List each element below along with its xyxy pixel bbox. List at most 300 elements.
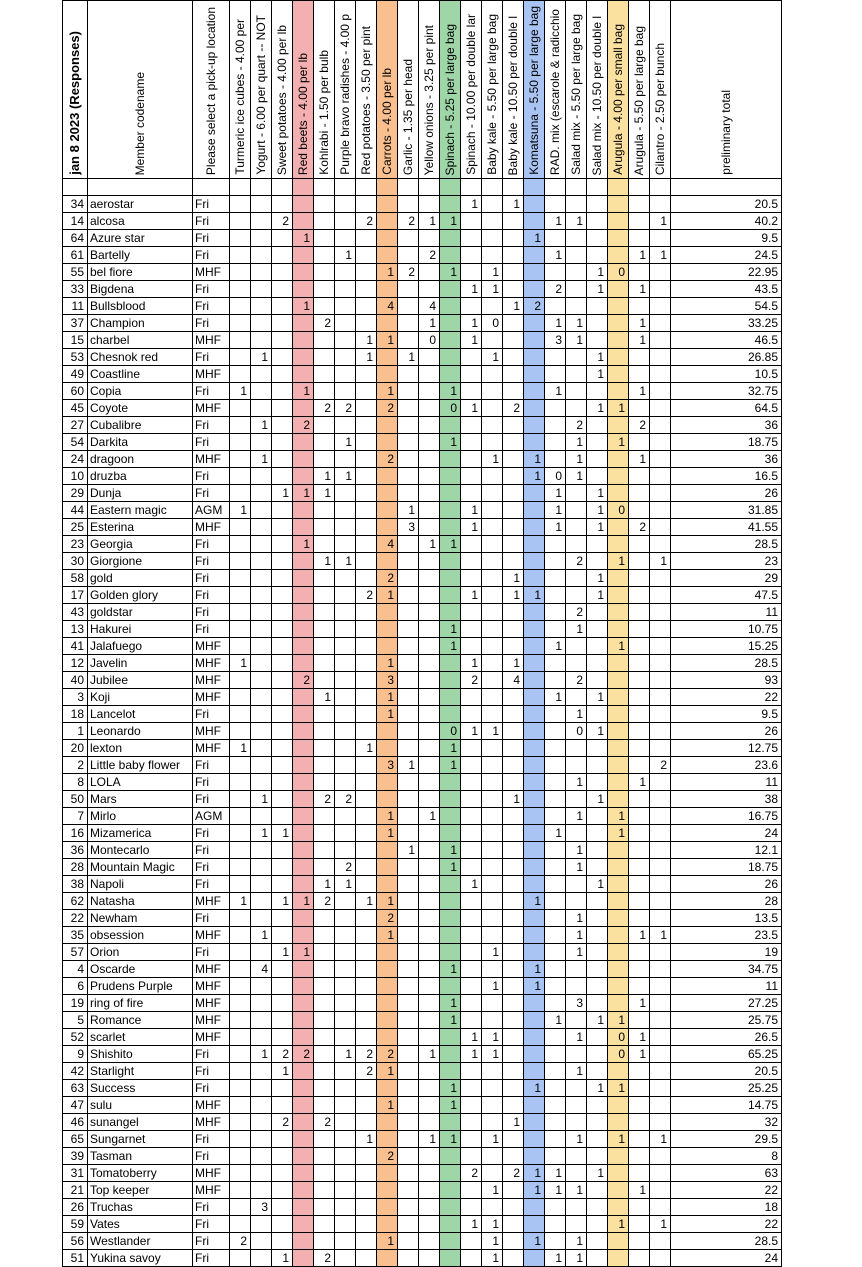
cell-spinach[interactable] xyxy=(440,281,461,298)
cell-salad[interactable] xyxy=(566,740,587,757)
column-header-yogurt[interactable] xyxy=(251,1,272,179)
cell-kohlrabi[interactable] xyxy=(314,196,335,213)
cell-komatsuna[interactable] xyxy=(524,536,545,553)
cell-arugula2[interactable] xyxy=(629,468,650,485)
cell-name[interactable]: Cubalibre xyxy=(88,417,193,434)
cell-redpot[interactable] xyxy=(356,315,377,332)
cell-kohlrabi[interactable] xyxy=(314,1097,335,1114)
cell-salad[interactable]: 1 xyxy=(566,315,587,332)
cell-id[interactable]: 19 xyxy=(63,995,88,1012)
cell-salad[interactable] xyxy=(566,570,587,587)
cell-cilantro[interactable] xyxy=(650,536,671,553)
cell-spinach2[interactable] xyxy=(461,604,482,621)
cell-arugula2[interactable]: 1 xyxy=(629,774,650,791)
cell-arugula2[interactable]: 1 xyxy=(629,247,650,264)
cell-sweetpot[interactable] xyxy=(272,366,293,383)
column-header-cilantro[interactable] xyxy=(650,1,671,179)
cell-redpot[interactable] xyxy=(356,944,377,961)
cell-spinach2[interactable]: 1 xyxy=(461,1029,482,1046)
cell-id[interactable]: 28 xyxy=(63,859,88,876)
cell-onions[interactable] xyxy=(419,893,440,910)
cell-cilantro[interactable] xyxy=(650,791,671,808)
cell-salad[interactable]: 1 xyxy=(566,1063,587,1080)
cell-rad[interactable] xyxy=(545,757,566,774)
cell-spinach2[interactable] xyxy=(461,621,482,638)
cell-name[interactable]: Georgia xyxy=(88,536,193,553)
cell-spinach2[interactable] xyxy=(461,247,482,264)
cell-redpot[interactable]: 1 xyxy=(356,1131,377,1148)
cell-rad[interactable] xyxy=(545,366,566,383)
cell-onions[interactable] xyxy=(419,978,440,995)
cell-salad[interactable]: 1 xyxy=(566,332,587,349)
cell-salad[interactable]: 0 xyxy=(566,723,587,740)
cell-id[interactable]: 37 xyxy=(63,315,88,332)
cell-spinach2[interactable] xyxy=(461,706,482,723)
cell-id[interactable]: 40 xyxy=(63,672,88,689)
cell-total[interactable]: 28.5 xyxy=(671,1233,782,1250)
cell-kohlrabi[interactable] xyxy=(314,910,335,927)
cell-arugula[interactable]: 1 xyxy=(608,1080,629,1097)
cell-redpot[interactable] xyxy=(356,927,377,944)
cell-komatsuna[interactable]: 1 xyxy=(524,1182,545,1199)
cell-onions[interactable] xyxy=(419,655,440,672)
cell-rad[interactable] xyxy=(545,1029,566,1046)
cell-radishes[interactable] xyxy=(335,1148,356,1165)
cell-kale[interactable] xyxy=(482,536,503,553)
cell-turmeric[interactable] xyxy=(230,1131,251,1148)
cell-kale[interactable]: 1 xyxy=(482,1233,503,1250)
cell-onions[interactable] xyxy=(419,1029,440,1046)
cell-redpot[interactable] xyxy=(356,1216,377,1233)
cell-kale[interactable] xyxy=(482,825,503,842)
cell-sweetpot[interactable]: 1 xyxy=(272,825,293,842)
cell-onions[interactable] xyxy=(419,1097,440,1114)
cell-salad2[interactable] xyxy=(587,434,608,451)
cell-kale2[interactable] xyxy=(503,281,524,298)
cell-yogurt[interactable] xyxy=(251,978,272,995)
column-header-arugula2[interactable] xyxy=(629,1,650,179)
cell-total[interactable]: 43.5 xyxy=(671,281,782,298)
cell-carrots[interactable] xyxy=(377,502,398,519)
cell-arugula2[interactable] xyxy=(629,978,650,995)
cell-total[interactable]: 22 xyxy=(671,689,782,706)
cell-sweetpot[interactable] xyxy=(272,978,293,995)
cell-total[interactable]: 11 xyxy=(671,604,782,621)
cell-salad[interactable]: 2 xyxy=(566,672,587,689)
cell-turmeric[interactable] xyxy=(230,366,251,383)
cell-kale2[interactable]: 1 xyxy=(503,791,524,808)
cell-garlic[interactable]: 1 xyxy=(398,842,419,859)
cell-kale2[interactable] xyxy=(503,995,524,1012)
cell-spinach[interactable] xyxy=(440,247,461,264)
cell-garlic[interactable] xyxy=(398,383,419,400)
cell-salad[interactable] xyxy=(566,1097,587,1114)
cell-cilantro[interactable] xyxy=(650,383,671,400)
cell-rad[interactable] xyxy=(545,536,566,553)
cell-kale[interactable] xyxy=(482,706,503,723)
cell-arugula2[interactable] xyxy=(629,1063,650,1080)
cell-spinach2[interactable] xyxy=(461,689,482,706)
cell-arugula[interactable] xyxy=(608,1250,629,1267)
cell-garlic[interactable] xyxy=(398,1148,419,1165)
cell-arugula[interactable]: 0 xyxy=(608,502,629,519)
cell-kale2[interactable] xyxy=(503,349,524,366)
cell-komatsuna[interactable] xyxy=(524,553,545,570)
cell-total[interactable]: 28.5 xyxy=(671,655,782,672)
cell-total[interactable]: 54.5 xyxy=(671,298,782,315)
cell-komatsuna[interactable]: 1 xyxy=(524,893,545,910)
cell-arugula[interactable] xyxy=(608,774,629,791)
cell-carrots[interactable]: 1 xyxy=(377,587,398,604)
cell-salad2[interactable]: 1 xyxy=(587,1165,608,1182)
cell-turmeric[interactable] xyxy=(230,1080,251,1097)
cell-rad[interactable] xyxy=(545,553,566,570)
cell-komatsuna[interactable] xyxy=(524,1063,545,1080)
cell-yogurt[interactable] xyxy=(251,230,272,247)
cell-arugula[interactable]: 1 xyxy=(608,553,629,570)
cell-loc[interactable]: Fri xyxy=(193,247,230,264)
cell-turmeric[interactable] xyxy=(230,774,251,791)
cell-sweetpot[interactable] xyxy=(272,757,293,774)
cell-beets[interactable] xyxy=(293,502,314,519)
cell-redpot[interactable] xyxy=(356,825,377,842)
cell-id[interactable]: 39 xyxy=(63,1148,88,1165)
cell-name[interactable]: aerostar xyxy=(88,196,193,213)
cell-name[interactable]: Top keeper xyxy=(88,1182,193,1199)
column-header-spinach2[interactable] xyxy=(461,1,482,179)
cell-yogurt[interactable] xyxy=(251,1080,272,1097)
cell-onions[interactable] xyxy=(419,400,440,417)
cell-radishes[interactable] xyxy=(335,1165,356,1182)
cell-kale[interactable] xyxy=(482,1097,503,1114)
cell-arugula2[interactable] xyxy=(629,485,650,502)
cell-loc[interactable]: Fri xyxy=(193,1233,230,1250)
cell-sweetpot[interactable] xyxy=(272,417,293,434)
cell-yogurt[interactable] xyxy=(251,1012,272,1029)
cell-carrots[interactable] xyxy=(377,468,398,485)
cell-radishes[interactable] xyxy=(335,604,356,621)
cell-spinach2[interactable] xyxy=(461,893,482,910)
cell-kale[interactable] xyxy=(482,995,503,1012)
cell-turmeric[interactable] xyxy=(230,434,251,451)
cell-salad2[interactable]: 1 xyxy=(587,519,608,536)
cell-salad[interactable] xyxy=(566,1148,587,1165)
cell-rad[interactable] xyxy=(545,944,566,961)
cell-beets[interactable] xyxy=(293,995,314,1012)
cell-onions[interactable] xyxy=(419,1199,440,1216)
cell-onions[interactable]: 1 xyxy=(419,315,440,332)
cell-komatsuna[interactable] xyxy=(524,1199,545,1216)
cell-yogurt[interactable] xyxy=(251,281,272,298)
cell-garlic[interactable] xyxy=(398,927,419,944)
cell-loc[interactable]: Fri xyxy=(193,536,230,553)
cell-arugula2[interactable]: 1 xyxy=(629,281,650,298)
cell-rad[interactable] xyxy=(545,927,566,944)
cell-kale2[interactable] xyxy=(503,1233,524,1250)
cell-cilantro[interactable] xyxy=(650,876,671,893)
cell-kale2[interactable] xyxy=(503,502,524,519)
cell-kale2[interactable] xyxy=(503,723,524,740)
cell-beets[interactable] xyxy=(293,587,314,604)
cell-garlic[interactable] xyxy=(398,587,419,604)
cell-radishes[interactable] xyxy=(335,417,356,434)
cell-salad2[interactable] xyxy=(587,468,608,485)
cell-id[interactable]: 11 xyxy=(63,298,88,315)
cell-redpot[interactable] xyxy=(356,910,377,927)
cell-redpot[interactable] xyxy=(356,400,377,417)
cell-total[interactable]: 46.5 xyxy=(671,332,782,349)
cell-spinach[interactable] xyxy=(440,706,461,723)
cell-redpot[interactable] xyxy=(356,689,377,706)
cell-beets[interactable]: 1 xyxy=(293,536,314,553)
cell-arugula[interactable] xyxy=(608,706,629,723)
cell-arugula2[interactable] xyxy=(629,944,650,961)
cell-kale[interactable] xyxy=(482,621,503,638)
cell-sweetpot[interactable] xyxy=(272,655,293,672)
cell-arugula2[interactable] xyxy=(629,553,650,570)
cell-komatsuna[interactable] xyxy=(524,740,545,757)
cell-salad[interactable] xyxy=(566,400,587,417)
cell-id[interactable]: 65 xyxy=(63,1131,88,1148)
cell-radishes[interactable] xyxy=(335,689,356,706)
cell-name[interactable]: Mirlo xyxy=(88,808,193,825)
cell-carrots[interactable]: 1 xyxy=(377,332,398,349)
cell-beets[interactable] xyxy=(293,1182,314,1199)
cell-total[interactable]: 29 xyxy=(671,570,782,587)
cell-id[interactable]: 9 xyxy=(63,1046,88,1063)
cell-sweetpot[interactable]: 1 xyxy=(272,485,293,502)
cell-total[interactable]: 38 xyxy=(671,791,782,808)
cell-cilantro[interactable] xyxy=(650,366,671,383)
cell-sweetpot[interactable] xyxy=(272,1097,293,1114)
cell-radishes[interactable] xyxy=(335,1131,356,1148)
cell-komatsuna[interactable] xyxy=(524,417,545,434)
cell-rad[interactable] xyxy=(545,876,566,893)
cell-spinach2[interactable] xyxy=(461,1012,482,1029)
cell-komatsuna[interactable] xyxy=(524,1216,545,1233)
cell-yogurt[interactable] xyxy=(251,1029,272,1046)
cell-kohlrabi[interactable] xyxy=(314,1233,335,1250)
cell-spinach2[interactable] xyxy=(461,1114,482,1131)
cell-beets[interactable]: 1 xyxy=(293,485,314,502)
cell-onions[interactable] xyxy=(419,468,440,485)
cell-loc[interactable]: MHF xyxy=(193,1012,230,1029)
cell-salad[interactable] xyxy=(566,502,587,519)
cell-radishes[interactable] xyxy=(335,264,356,281)
cell-garlic[interactable] xyxy=(398,281,419,298)
cell-beets[interactable] xyxy=(293,859,314,876)
cell-kale[interactable] xyxy=(482,434,503,451)
cell-id[interactable]: 22 xyxy=(63,910,88,927)
cell-salad[interactable]: 1 xyxy=(566,1182,587,1199)
cell-carrots[interactable]: 1 xyxy=(377,655,398,672)
cell-radishes[interactable]: 2 xyxy=(335,859,356,876)
cell-arugula[interactable] xyxy=(608,383,629,400)
cell-carrots[interactable] xyxy=(377,247,398,264)
cell-arugula2[interactable] xyxy=(629,1012,650,1029)
cell-redpot[interactable] xyxy=(356,264,377,281)
cell-id[interactable]: 2 xyxy=(63,757,88,774)
cell-sweetpot[interactable] xyxy=(272,1199,293,1216)
cell-loc[interactable]: MHF xyxy=(193,519,230,536)
cell-arugula2[interactable] xyxy=(629,536,650,553)
cell-carrots[interactable]: 2 xyxy=(377,570,398,587)
cell-arugula[interactable] xyxy=(608,349,629,366)
cell-yogurt[interactable] xyxy=(251,1216,272,1233)
column-header-komatsuna[interactable] xyxy=(524,1,545,179)
cell-salad2[interactable] xyxy=(587,961,608,978)
cell-onions[interactable] xyxy=(419,604,440,621)
cell-arugula[interactable]: 1 xyxy=(608,808,629,825)
cell-carrots[interactable] xyxy=(377,1216,398,1233)
column-header-beets[interactable] xyxy=(293,1,314,179)
cell-spinach2[interactable]: 1 xyxy=(461,1216,482,1233)
cell-sweetpot[interactable] xyxy=(272,587,293,604)
cell-kale2[interactable] xyxy=(503,774,524,791)
cell-name[interactable]: Dunja xyxy=(88,485,193,502)
cell-kohlrabi[interactable] xyxy=(314,672,335,689)
cell-salad[interactable]: 1 xyxy=(566,944,587,961)
cell-radishes[interactable] xyxy=(335,383,356,400)
cell-kale2[interactable] xyxy=(503,213,524,230)
cell-loc[interactable]: MHF xyxy=(193,995,230,1012)
cell-kale2[interactable]: 1 xyxy=(503,570,524,587)
cell-arugula[interactable] xyxy=(608,757,629,774)
cell-total[interactable]: 11 xyxy=(671,978,782,995)
cell-carrots[interactable] xyxy=(377,876,398,893)
cell-carrots[interactable]: 4 xyxy=(377,298,398,315)
column-header-name[interactable] xyxy=(88,1,193,179)
cell-sweetpot[interactable] xyxy=(272,298,293,315)
cell-cilantro[interactable] xyxy=(650,1233,671,1250)
cell-kale[interactable] xyxy=(482,570,503,587)
cell-arugula2[interactable] xyxy=(629,859,650,876)
cell-sweetpot[interactable] xyxy=(272,689,293,706)
cell-arugula2[interactable] xyxy=(629,842,650,859)
cell-spinach2[interactable]: 1 xyxy=(461,332,482,349)
cell-salad2[interactable]: 1 xyxy=(587,1080,608,1097)
cell-kale2[interactable] xyxy=(503,1012,524,1029)
cell-radishes[interactable] xyxy=(335,298,356,315)
cell-kohlrabi[interactable] xyxy=(314,978,335,995)
cell-garlic[interactable] xyxy=(398,621,419,638)
cell-sweetpot[interactable] xyxy=(272,1216,293,1233)
cell-kale[interactable] xyxy=(482,1080,503,1097)
cell-kale2[interactable] xyxy=(503,485,524,502)
cell-spinach2[interactable] xyxy=(461,1063,482,1080)
cell-turmeric[interactable] xyxy=(230,247,251,264)
cell-arugula[interactable] xyxy=(608,621,629,638)
cell-kale2[interactable]: 2 xyxy=(503,400,524,417)
cell-radishes[interactable]: 1 xyxy=(335,1046,356,1063)
cell-spinach2[interactable] xyxy=(461,1080,482,1097)
cell-id[interactable]: 8 xyxy=(63,774,88,791)
cell-id[interactable]: 41 xyxy=(63,638,88,655)
cell-kale2[interactable] xyxy=(503,1029,524,1046)
cell-arugula[interactable] xyxy=(608,1233,629,1250)
cell-id[interactable]: 31 xyxy=(63,1165,88,1182)
cell-salad2[interactable] xyxy=(587,842,608,859)
cell-beets[interactable] xyxy=(293,366,314,383)
cell-kale2[interactable] xyxy=(503,638,524,655)
cell-carrots[interactable]: 1 xyxy=(377,264,398,281)
cell-sweetpot[interactable] xyxy=(272,1148,293,1165)
cell-kohlrabi[interactable] xyxy=(314,417,335,434)
cell-yogurt[interactable] xyxy=(251,383,272,400)
cell-loc[interactable]: MHF xyxy=(193,264,230,281)
cell-kale2[interactable] xyxy=(503,1063,524,1080)
cell-carrots[interactable] xyxy=(377,434,398,451)
cell-spinach[interactable]: 0 xyxy=(440,723,461,740)
cell-komatsuna[interactable] xyxy=(524,791,545,808)
cell-arugula[interactable] xyxy=(608,944,629,961)
cell-kohlrabi[interactable] xyxy=(314,995,335,1012)
cell-onions[interactable] xyxy=(419,1012,440,1029)
cell-garlic[interactable] xyxy=(398,1250,419,1267)
cell-spinach[interactable] xyxy=(440,825,461,842)
cell-arugula2[interactable] xyxy=(629,655,650,672)
cell-garlic[interactable] xyxy=(398,1216,419,1233)
column-header-radishes[interactable] xyxy=(335,1,356,179)
cell-carrots[interactable]: 1 xyxy=(377,383,398,400)
cell-yogurt[interactable]: 4 xyxy=(251,961,272,978)
cell-yogurt[interactable] xyxy=(251,400,272,417)
cell-total[interactable]: 9.5 xyxy=(671,230,782,247)
cell-arugula[interactable] xyxy=(608,995,629,1012)
cell-total[interactable]: 27.25 xyxy=(671,995,782,1012)
cell-komatsuna[interactable] xyxy=(524,349,545,366)
cell-beets[interactable] xyxy=(293,349,314,366)
cell-id[interactable]: 43 xyxy=(63,604,88,621)
cell-kale[interactable] xyxy=(482,655,503,672)
cell-salad2[interactable] xyxy=(587,332,608,349)
cell-carrots[interactable] xyxy=(377,604,398,621)
cell-sweetpot[interactable] xyxy=(272,196,293,213)
cell-cilantro[interactable] xyxy=(650,196,671,213)
cell-beets[interactable] xyxy=(293,825,314,842)
cell-id[interactable]: 15 xyxy=(63,332,88,349)
cell-turmeric[interactable] xyxy=(230,213,251,230)
cell-komatsuna[interactable]: 1 xyxy=(524,1165,545,1182)
cell-spinach[interactable] xyxy=(440,570,461,587)
cell-rad[interactable]: 1 xyxy=(545,502,566,519)
cell-cilantro[interactable] xyxy=(650,893,671,910)
column-header-loc[interactable] xyxy=(193,1,230,179)
cell-radishes[interactable] xyxy=(335,1029,356,1046)
cell-cilantro[interactable] xyxy=(650,672,671,689)
cell-onions[interactable] xyxy=(419,842,440,859)
cell-garlic[interactable] xyxy=(398,230,419,247)
cell-name[interactable]: Orion xyxy=(88,944,193,961)
cell-arugula[interactable] xyxy=(608,910,629,927)
cell-name[interactable]: Starlight xyxy=(88,1063,193,1080)
cell-turmeric[interactable] xyxy=(230,451,251,468)
cell-redpot[interactable] xyxy=(356,791,377,808)
cell-kale2[interactable] xyxy=(503,1182,524,1199)
cell-garlic[interactable] xyxy=(398,604,419,621)
cell-beets[interactable] xyxy=(293,213,314,230)
cell-arugula2[interactable] xyxy=(629,672,650,689)
cell-redpot[interactable] xyxy=(356,876,377,893)
cell-rad[interactable]: 1 xyxy=(545,825,566,842)
cell-redpot[interactable] xyxy=(356,621,377,638)
cell-komatsuna[interactable] xyxy=(524,485,545,502)
cell-salad2[interactable]: 1 xyxy=(587,349,608,366)
cell-cilantro[interactable] xyxy=(650,774,671,791)
cell-onions[interactable] xyxy=(419,1216,440,1233)
cell-arugula2[interactable] xyxy=(629,621,650,638)
cell-name[interactable]: Vates xyxy=(88,1216,193,1233)
